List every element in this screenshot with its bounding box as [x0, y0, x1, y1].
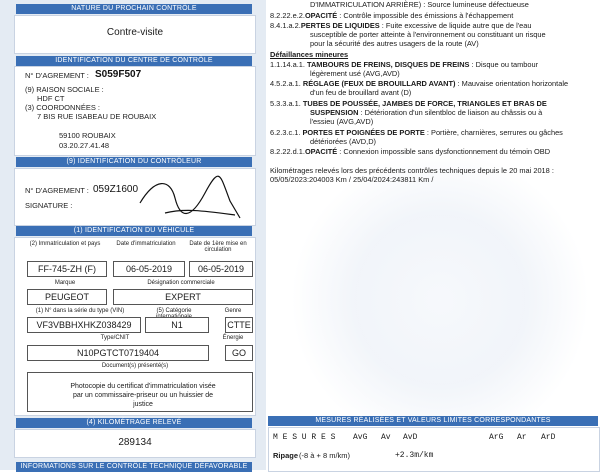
vin-field: VF3VBBHXHKZ038429 [27, 317, 141, 333]
date-immat-field: 06-05-2019 [113, 261, 185, 277]
documents-text: Photocopie du certificat d'immatriculation visée par un commissaire-priseur ou un huissier de justice [70, 383, 216, 408]
centre-agrement-value: S059F507 [95, 69, 142, 80]
mesures-box [268, 427, 600, 472]
documents-box [27, 372, 253, 412]
energie-field: GO [225, 345, 253, 361]
address-line2: 59100 ROUBAIX [59, 131, 116, 140]
signature-scribble [135, 173, 245, 223]
mesures-header-arg: ArG [489, 433, 504, 442]
minor-header: Défaillances mineures [270, 50, 349, 59]
nature-title: NATURE DU PROCHAIN CONTRÔLE [16, 4, 252, 14]
ripage-label: Ripage [273, 451, 299, 460]
ripage-range: (-8 à + 8 m/km) [299, 451, 351, 460]
defect-line-4: pour la sécurité des autres usagers de la route (AV) [310, 39, 479, 48]
categorie-field: N1 [145, 317, 209, 333]
h-categorie: (5) Catégorie [156, 308, 192, 314]
date-mise-field: 06-05-2019 [189, 261, 253, 277]
km-value: 289134 [118, 437, 152, 448]
nature-box [14, 15, 256, 54]
h-designation: Désignation commerciale [147, 280, 215, 286]
designation-field: EXPERT [113, 289, 253, 305]
km-box [14, 429, 256, 458]
type-field: N10PGTCT0719404 [27, 345, 209, 361]
bottom-title: INFORMATIONS SUR LE CONTRÔLE TECHNIQUE DÉFAVORABLE [16, 462, 252, 472]
address-line1: 7 BIS RUE ISABEAU DE ROUBAIX [37, 112, 157, 121]
mesures-header-avg: AvG [353, 433, 368, 442]
mesures-header-ar: Ar [517, 433, 527, 442]
centre-title: IDENTIFICATION DU CENTRE DE CONTRÔLE [16, 56, 252, 66]
h-immat: (2) Immatriculation et pays [29, 241, 101, 247]
signature-label: SIGNATURE : [25, 201, 73, 210]
immat-field: FF-745-ZH (F) [27, 261, 107, 277]
vehicule-box [14, 237, 256, 416]
controleur-box [14, 168, 256, 226]
minor-line-9: 8.2.22.d.1.OPACITÉ : Connexion impossible sans dysfonctionnement du témoin OBD [270, 147, 551, 156]
h-energie: Énergie [222, 335, 244, 341]
raison-value: HDF CT [37, 94, 65, 103]
h-date-immat: Date d'immatriculation [116, 241, 176, 247]
h-vin: (1) N° dans la série du type (VIN) [35, 308, 125, 314]
centre-agrement-label: N° D'AGREMENT : [25, 71, 89, 80]
h-genre: Genre [224, 308, 242, 314]
minor-line-3: d'un feu de brouillard avant (D) [310, 88, 412, 97]
mesures-header-avd: AvD [403, 433, 418, 442]
mesures-header-av: Av [381, 433, 391, 442]
h-documents: Document(s) présenté(s) [101, 363, 169, 369]
phone: 03.20.27.41.48 [59, 141, 110, 150]
minor-line-1: légèrement usé (AVG,AVD) [310, 69, 400, 78]
controleur-agrement-label: N° D'AGREMENT : [25, 186, 89, 195]
h-date-mise: Date de 1ère mise en circulation [189, 241, 247, 253]
minor-line-5: SUSPENSION : Détérioration d'un silentbloc de liaison au châssis ou à [310, 108, 543, 117]
watermark-emblem [290, 150, 590, 450]
mesures-header-label: M E S U R E S [273, 433, 336, 442]
defect-line-2: 8.4.1.a.2.PERTES DE LIQUIDES : Fuite excessive de liquide autre que de l'eau [270, 21, 532, 30]
km-history-line-0: Kilométrages relevés lors des précédents contrôles techniques depuis le 20 mai 2018 : [270, 166, 554, 175]
minor-line-8: détériorées (AVD,D) [310, 137, 376, 146]
controleur-title: (9) IDENTIFICATION DU CONTRÔLEUR [16, 157, 252, 167]
genre-field: CTTE [225, 317, 253, 333]
mesures-title: MESURES RÉALISÉES ET VALEURS LIMITES CORRESPONDANTES [268, 416, 598, 426]
h-marque: Marque [54, 280, 76, 286]
minor-line-4: 5.3.3.a.1. TUBES DE POUSSÉE, JAMBES DE FORCE, TRIANGLES ET BRAS DE [270, 99, 547, 108]
h-type: Type/CNIT [100, 335, 130, 341]
minor-line-7: 6.2.3.c.1. PORTES ET POIGNÉES DE PORTE : Portière, charnières, serrures ou gâches [270, 128, 563, 137]
defect-line-1: 8.2.22.e.2.OPACITÉ : Contrôle impossible des émissions à l'échappement [270, 11, 514, 20]
raison-label: (9) RAISON SOCIALE : [25, 85, 104, 94]
km-title: (4) KILOMÉTRAGE RELEVÉ [16, 418, 252, 428]
defect-line-3: susceptible de porter atteinte à l'environnement ou constituant un risque [310, 30, 546, 39]
km-history-line-1: 05/05/2023:204003 Km / 25/04/2024:243811 Km / [270, 175, 434, 184]
ripage-value: +2.3m/km [395, 451, 434, 460]
coord-label: (3) COORDONNÉES : [25, 103, 101, 112]
minor-line-0: 1.1.14.a.1. TAMBOURS DE FREINS, DISQUES DE FREINS : Disque ou tambour [270, 60, 539, 69]
centre-box [14, 66, 256, 156]
minor-line-6: l'essieu (AVG,AVD) [310, 117, 374, 126]
marque-field: PEUGEOT [27, 289, 107, 305]
nature-value: Contre-visite [106, 27, 164, 38]
defect-line-0: D'IMMATRICULATION ARRIÈRE) : Source lumineuse défectueuse [310, 0, 529, 9]
mesures-header-ard: ArD [541, 433, 556, 442]
vehicule-title: (1) IDENTIFICATION DU VÉHICULE [16, 226, 252, 236]
controleur-agrement-value: 059Z1600 [93, 184, 139, 195]
minor-line-2: 4.5.2.a.1. RÉGLAGE (FEUX DE BROUILLARD AVANT) : Mauvaise orientation horizontale [270, 79, 569, 88]
